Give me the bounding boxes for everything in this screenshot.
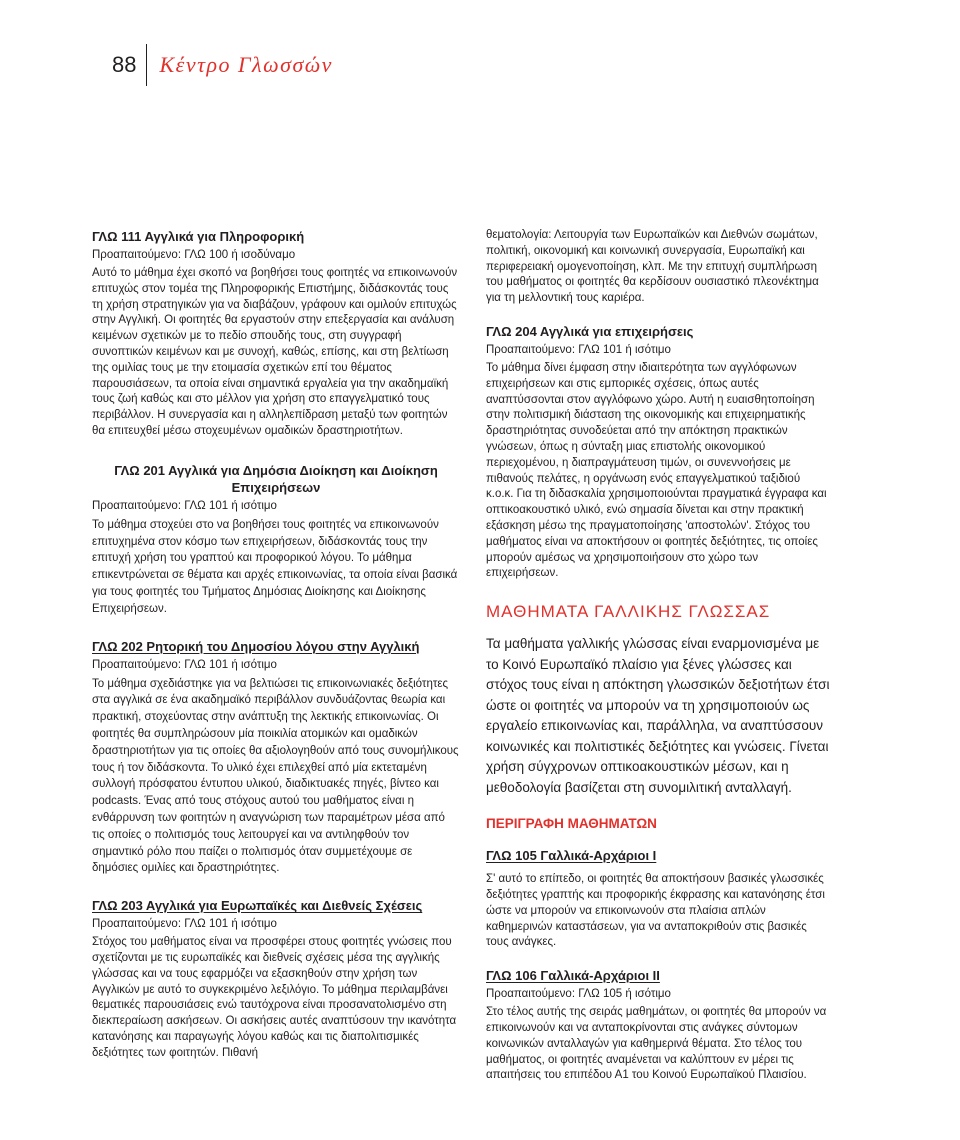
course-prerequisite: Προαπαιτούμενο: ΓΛΩ 105 ή ισότιμο: [486, 988, 671, 1001]
section-heading: ΜΑΘΗΜΑΤΑ ΓΑΛΛΙΚΗΣ ΓΛΩΣΣΑΣ: [486, 602, 771, 622]
course-description: Το μάθημα σχεδιάστηκε για να βελτιώσει τις επικοινωνιακές δεξιότητες στα αγγλικά σε ένα ακαδημαϊκό περιβάλλον συνδυάζοντας θεωρία και πρακτική, στοχεύοντας στην ανάπτυξη της λεκτικής επικοινωνίας. Οι φοιτητές θα συμπληρώσουν μία ποικιλία ατομικών και ομαδικών δραστηριοτήτων για τις οποίες θα αξιολογηθούν από τους συνομήλικους τους ή τον διδάσκοντα. Το υλικό έχει επιλεχθεί από μία εκτεταμένη συλλογή πρόσφατου έντυπου υλικού, διαδικτυακές πηγές, βίντεο και podcasts. Ένας από τους στόχους αυτού του μαθήματος είναι η ενθάρρυνση των φοιτητών η αναγνώριση των παραμέτρων μέσα από τις οποίες ο πολιτισμός τους λειτουργεί και να αντιληφθούν τον σημαντικό ρόλο που παίζει ο πολιτισμός όταν συμμετέχουμε σε δημόσιες ομιλίες και δραστηριότητες.: [92, 677, 459, 875]
course-prerequisite: Προαπαιτούμενο: ΓΛΩ 101 ή ισότιμο: [92, 499, 277, 512]
course-description: Στόχος του μαθήματος είναι να προσφέρει στους φοιτητές γνώσεις που σχετίζονται με τις ευρωπαϊκές και διεθνείς σχέσεις μέσα της αγγλικής γλώσσας και να τους εφαρμόζει να εξασκηθούν στην χρήση των Αγγλικών με αυτό το συγκεκριμένο λεξιλόγιο. Το μάθημα περιλαμβάνει θεματικές παρουσιάσεις ενώ ταυτόχρονα είναι προσανατολισμένο στη διεκπεραίωση ασκήσεων. Οι ασκήσεις αυτές αναπτύσουν την ικανότητα κατανόησης και παραγωγής λόγου καθώς και τις διαπολιτισμικές δεξιότητες των φοιτητών. Πιθανή: [92, 936, 457, 1059]
course-prerequisite: Προαπαιτούμενο: ΓΛΩ 101 ή ισότιμο: [486, 343, 671, 356]
course-description: Το μάθημα δίνει έμφαση στην ιδιαιτερότητα των αγγλόφωνων επιχειρήσεων και στις εμπορικές σχέσεις, όπως αυτές αναπτύσσονται στον αγγλόφωνο χώρο. Αυτή η ευαισθητοποίηση στην πολιτισμική διάσταση της οικονομικής και επιχειρηματικής δραστηριότητας συνοδεύεται από την απόκτηση πρακτικών γνώσεων, όπως η σύνταξη μιας επιστολής οικονομικού περιεχομένου, η διαπραγμάτευση τιμών, οι συνεννοήσεις με πιθανούς πελάτες, η οργάνωση ενός επαγγελματικού ταξιδιού κ.ο.κ. Για τη διδασκαλία χρησιμοποιούνται πραγματικά έγγραφα και οπτικοακουστικό υλικό, ενώ σημασία δίνεται και στην πρακτική εξάσκηση μέσω της πραγματοποίησης 'αποστολών'. Στόχος του μαθήματος είναι να αποκτήσουν οι φοιτητές δεξιότητες, τις οποίες μπορούν αμέσως να χρησιμοποιήσουν στο χώρο των επιχειρήσεων.: [486, 361, 827, 580]
right-column: [486, 228, 830, 1098]
course-prerequisite: Προαπαιτούμενο: ΓΛΩ 101 ή ισότιμο: [92, 658, 277, 671]
course-title: ΓΛΩ 111 Αγγλικά για Πληροφορική: [92, 229, 305, 244]
section-intro: Τα μαθήματα γαλλικής γλώσσας είναι εναρμονισμένα με το Κοινό Ευρωπαϊκό πλαίσιο για ξένες γλώσσες και στόχος τους είναι η απόκτηση γλωσσικών δεξιοτήτων έτσι ώστε οι φοιτητές να μπορούν να τη χρησιμοποιούν ως εργαλείο επικοινωνίας και, παράλληλα, να αναπτύσσουν κοινωνικές και πολιτιστικές δεξιότητες και γνώσεις. Γίνεται χρήση σύγχρονων οπτικοακουστικών μέσων, και η μεθοδολογία βασίζεται στη συνομιλιτική ανταλλαγή.: [486, 636, 830, 795]
running-title: Κέντρο Γλωσσών: [159, 52, 333, 77]
page-number: 88: [112, 52, 137, 77]
course-title: ΓΛΩ 204 Αγγλικά για επιχειρήσεις: [486, 323, 694, 339]
left-column: [92, 228, 460, 1075]
header-divider: [146, 44, 147, 86]
course-glo-204: [486, 323, 830, 582]
course-glo-111: [92, 228, 460, 440]
course-title: ΓΛΩ 201 Αγγλικά για Δημόσια Διοίκηση και Διοίκηση Επιχειρήσεων: [114, 462, 438, 495]
course-title: ΓΛΩ 106 Γαλλικά-Αρχάριοι ΙΙ: [486, 968, 660, 984]
course-description-continued: θεματολογία: Λειτουργία των Ευρωπαϊκών και Διεθνών σωμάτων, πολιτική, οικονομική και κοινωνική συνεργασία, Ευρωπαϊκή και περιφερειακή ομογενοποίηση, κλπ. Με την επιτυχή συμπλήρωση του μαθήματος οι φοιτητές θα κερδίσουν ουσιαστικό πλεονέκτημα για τη μελλοντική τους καριέρα.: [486, 229, 819, 305]
course-description: Το μάθημα στοχεύει στο να βοηθήσει τους φοιτητές να επικοινωνούν επιτυχημένα στον κόσμο των επιχειρήσεων, διδάσκοντάς τους την επιτυχή χρήση του γραπτού και προφορικού λόγου. Το μάθημα επικεντρώνεται σε θέματα και αρχές επικοινωνίας, τα οποία είναι βασικά για τους φοιτητές του Τμήματος Δημόσιας Διοίκησης και Διοίκησης Επιχειρήσεων.: [92, 518, 458, 615]
french-section: [486, 602, 830, 831]
course-glo-203-continued: [486, 228, 830, 307]
course-description: Στο τέλος αυτής της σειράς μαθημάτων, οι φοιτητές θα μπορούν να επικοινωνούν και να ανταποκρίνονται στις ανάγκες σύντομων κοινωνικών ανταλλαγών για καθημερινά θέματα. Στο τέλος του μαθήματος, οι φοιτητές αναμένεται να καλύπτουν εν μέρει τις απαιτήσεις του επιπέδου Α1 του Κοινού Ευρωπαϊκού Πλαισίου.: [486, 1006, 827, 1082]
course-glo-202: [92, 638, 460, 878]
course-prerequisite: Προαπαιτούμενο: ΓΛΩ 100 ή ισοδύναμο: [92, 249, 296, 261]
course-description: Σ' αυτό το επίπεδο, οι φοιτητές θα αποκτήσουν βασικές γλωσσικές δεξιότητες γραπτής και προφορικής έκφρασης και κατανόησης έτσι ώστε να μπορούν να επικοινωνούν στα πλαίσια απλών καθημερινών καταστάσεων, για να ανταποκριθούν στις βασικές τους ανάγκες.: [486, 873, 825, 949]
page-header: [112, 44, 333, 86]
course-glo-106: [486, 967, 830, 1084]
course-title: ΓΛΩ 105 Γαλλικά-Αρχάριοι Ι: [486, 848, 657, 864]
course-prerequisite: Προαπαιτούμενο: ΓΛΩ 101 ή ισότιμο: [92, 918, 277, 931]
course-glo-203: [92, 897, 460, 1061]
course-title: ΓΛΩ 203 Αγγλικά για Ευρωπαϊκές και Διεθνείς Σχέσεις: [92, 898, 423, 914]
course-glo-201: [92, 462, 460, 618]
section-subheading: ΠΕΡΙΓΡΑΦΗ ΜΑΘΗΜΑΤΩΝ: [486, 816, 657, 832]
course-description: Αυτό το μάθημα έχει σκοπό να βοηθήσει τους φοιτητές να επικοινωνούν επιτυχώς στον τομέα της Πληροφορικής Επιστήμης, διδάσκοντάς τους τη χρήση στρατηγικών για να διαβάζουν, γράφουν και ομιλούν επιτυχώς στην Αγγλική. Οι φοιτητές θα εργαστούν στην επεξεργασία και ανάλυση κειμένων σχετικών με το πεδίο σπουδής τους, στη συγγραφή συνοπτικών κειμένων και με συνοχή, καθώς, επίσης, και στη βελτίωση της ομιλίας τους με την ετοιμασία σχετικών επί του θέματος παρουσιάσεων, τα οποία είναι σημαντικά εργαλεία για την ακαδημαϊκή τους ζωή καθώς και στο μέλλον για χρήση στο επαγγελματικό τους περιβάλλον. Η συνεργασία και η αλληλεπίδραση μεταξύ των φοιτητών θα επιτευχθεί μέσω στοχευμένων ομαδικών δραστηριοτήτων.: [92, 267, 458, 437]
course-title: ΓΛΩ 202 Ρητορική του Δημοσίου λόγου στην Αγγλική: [92, 638, 420, 654]
course-glo-105: [486, 847, 830, 951]
